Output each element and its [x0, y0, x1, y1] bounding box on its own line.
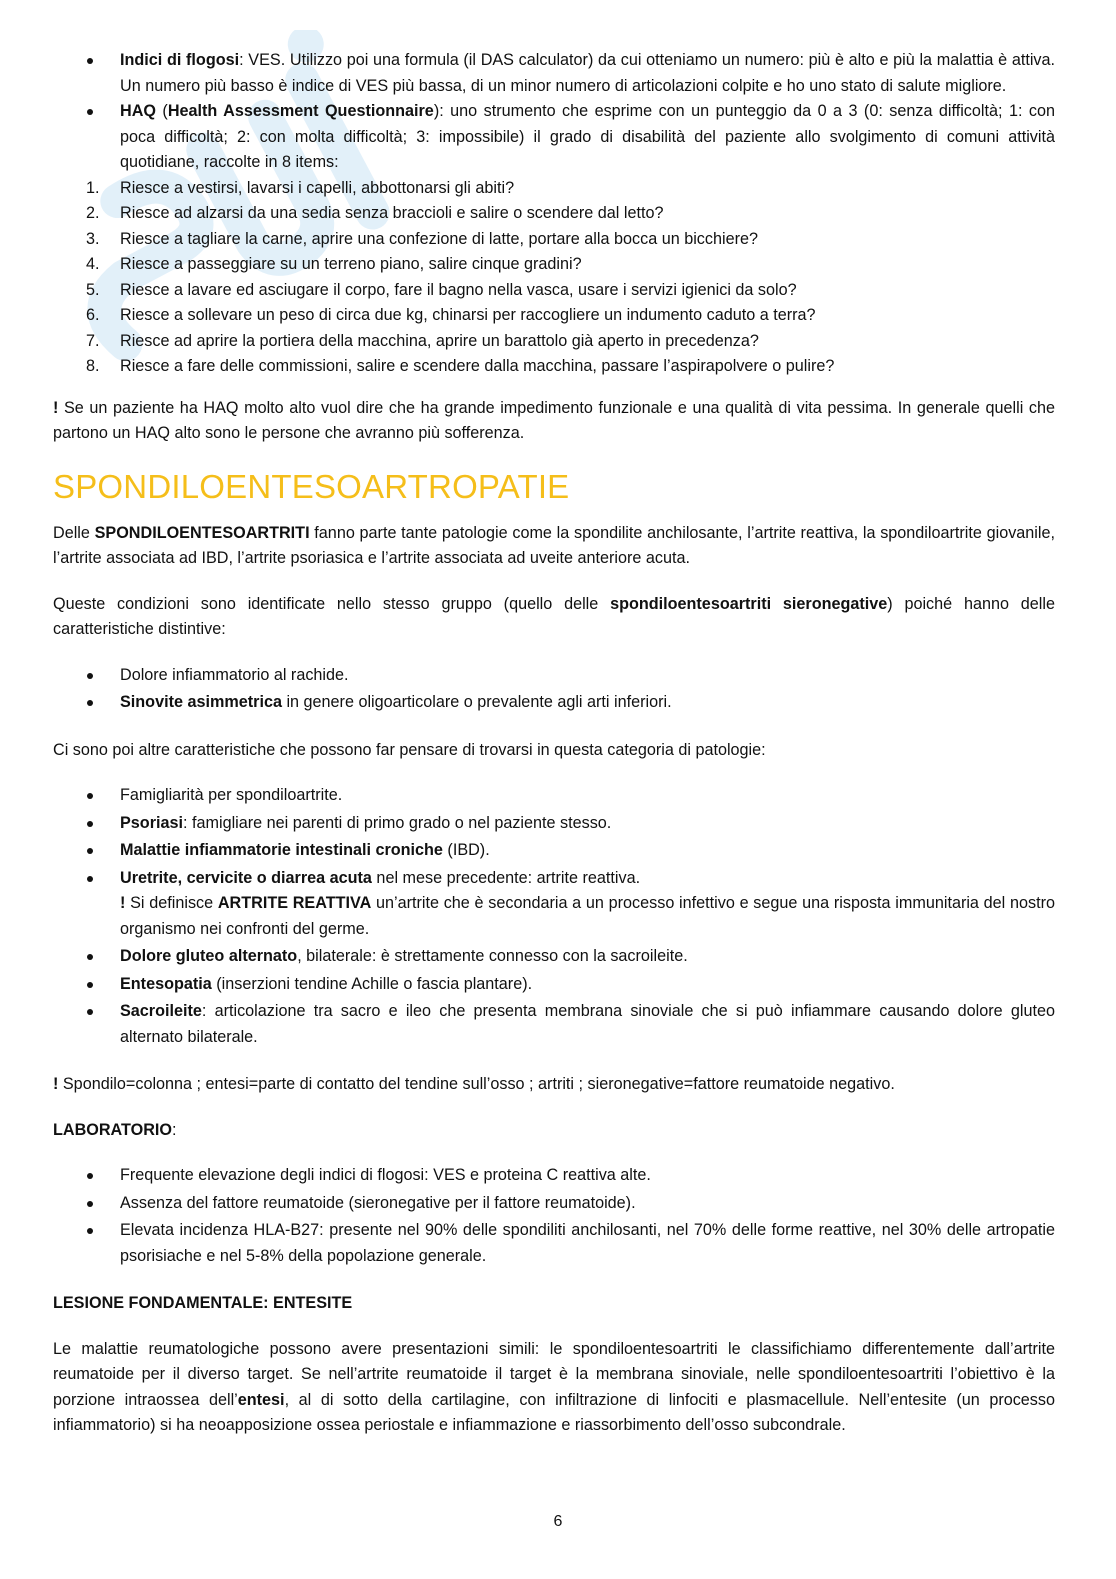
item-number: 3.: [86, 229, 100, 248]
item-text: Famigliarità per spondiloartrite.: [120, 786, 343, 804]
bullet-dot: [87, 109, 93, 115]
item-bold: Sacroileite: [120, 1002, 202, 1020]
bullet-dot: [87, 1009, 93, 1015]
bullet-dot: [87, 793, 93, 799]
lesion-heading-text: LESIONE FONDAMENTALE: ENTESITE: [53, 1294, 353, 1312]
lab-item: [53, 1218, 1055, 1269]
lab-colon: :: [172, 1120, 177, 1139]
item-text: Riesce ad alzarsi da una sedia senza braccioli e salire o scendere dal letto?: [120, 204, 664, 222]
item-text: Assenza del fattore reumatoide (sieronegative per il fattore reumatoide).: [120, 1193, 636, 1212]
paragraph-definition: [53, 521, 1055, 572]
para-text: fanno parte tante patologie come la spondilite anchilosante, l’artrite reattiva, la spondiloartrite giovanile, l’artrite associata ad IBD, l’artrite psoriasica e l’artrite associata ad uveite anteriore acuta.: [53, 523, 1055, 567]
list-item: [53, 663, 1055, 689]
item-text: Frequente elevazione degli indici di flogosi: VES e proteina C reattiva alte.: [120, 1166, 651, 1184]
paragraph-other: Ci sono poi altre caratteristiche che possono far pensare di trovarsi in questa categoria di patologie:: [53, 740, 766, 759]
intro-bullet-list: [53, 48, 1055, 176]
haq-note: [53, 396, 1055, 447]
para-text: Le malattie reumatologiche possono avere presentazioni simili: le spondiloentesoartriti le classifichiamo differentemente dall’artrite reumatoide per il diverso target. Se nell’artrite reumatoide il target è la membrana sinoviale, nelle spondiloentesoartriti l’obiettivo è la porzione intraossea dell’: [53, 1339, 1055, 1409]
glossary-note: [53, 1072, 1055, 1098]
note-text: Spondilo=colonna ; entesi=parte di contatto del tendine sull’osso ; artriti ; sieronegative=fattore reumatoide negativo.: [58, 1075, 895, 1093]
para-text: Queste condizioni sono identificate nello stesso gruppo (quello delle: [53, 594, 611, 613]
para-bold: spondiloentesoartriti sieronegative: [610, 594, 888, 613]
bullet-dot: [87, 821, 93, 827]
item-number: 5.: [86, 280, 100, 299]
features-list: [53, 663, 1055, 716]
item-bold: Psoriasi: [120, 813, 183, 832]
section-title: SPONDILOENTESOARTROPATIE: [53, 467, 570, 505]
item-text: in genere oligoarticolare o prevalente agli arti inferiori.: [281, 693, 672, 711]
note-bold: ARTRITE REATTIVA: [217, 894, 372, 912]
list-item: [53, 972, 1055, 998]
item-number: 6.: [86, 306, 100, 324]
item-text: Dolore infiammatorio al rachide.: [120, 665, 349, 684]
other-features-list: [53, 783, 1055, 1050]
bullet-flogosi: [53, 48, 1055, 99]
note-mark: !: [120, 894, 126, 912]
bullet-dot: [87, 700, 93, 706]
lab-item: [53, 1191, 1055, 1217]
list-item: [53, 811, 1055, 837]
item-text: Riesce ad aprire la portiera della macchina, aprire un barattolo già aperto in precedenza?: [120, 331, 759, 350]
reactive-arthritis-note: [120, 891, 1055, 942]
item-text: Riesce a tagliare la carne, aprire una confezione di latte, portare alla bocca un bicchiere?: [120, 229, 758, 248]
haq-item: [53, 354, 1055, 380]
para-text: Delle: [53, 523, 95, 542]
bullet-dot: [87, 1201, 93, 1207]
item-bold: Entesopatia: [120, 974, 212, 993]
haq-item: [53, 329, 1055, 355]
lab-item: [53, 1163, 1055, 1189]
haq-item: [53, 227, 1055, 253]
paragraph-group: [53, 592, 1055, 643]
item-bold: Sinovite asimmetrica: [120, 693, 282, 711]
item-text: (IBD).: [442, 841, 490, 859]
item-text: Riesce a fare delle commissioni, salire e scendere dalla macchina, passare l’aspirapolvere o pulire?: [120, 357, 835, 375]
item-text: (inserzioni tendine Achille o fascia plantare).: [211, 974, 533, 993]
bullet-haq: [53, 99, 1055, 176]
para-bold: SPONDILOENTESOARTRITI: [94, 523, 310, 542]
haq-item: [53, 252, 1055, 278]
note-text: un’artrite che è secondaria a un processo infettivo e segue una risposta immunitaria del nostro organismo nei confronti del germe.: [120, 894, 1055, 938]
lab-list: [53, 1163, 1055, 1269]
lab-heading-text: LABORATORIO: [53, 1120, 173, 1139]
bullet-dot: [87, 876, 93, 882]
item-bold: Dolore gluteo alternato: [120, 947, 298, 965]
haq-bold: HAQ: [120, 102, 156, 120]
item-number: 8.: [86, 357, 100, 375]
bullet-dot: [87, 1228, 93, 1234]
note-mark: !: [53, 398, 59, 417]
item-text: Riesce a passeggiare su un terreno piano, salire cinque gradini?: [120, 255, 582, 273]
haq-paren: (: [155, 102, 168, 120]
item-number: 2.: [86, 204, 100, 222]
list-item: [53, 838, 1055, 864]
haq-item: [53, 201, 1055, 227]
item-text: Riesce a lavare ed asciugare il corpo, fare il bagno nella vasca, usare i servizi igienici da solo?: [120, 280, 797, 299]
bullet-dot: [87, 673, 93, 679]
item-text: : famigliare nei parenti di primo grado o nel paziente stesso.: [183, 813, 612, 832]
item-text: : articolazione tra sacro e ileo che presenta membrana sinoviale che si può infiammare causando dolore gluteo alternato bilaterale.: [120, 1002, 1055, 1046]
haq-items-list: [53, 176, 1055, 380]
bullet-dot: [87, 982, 93, 988]
list-item: [53, 866, 1055, 943]
lab-heading: [53, 1118, 1055, 1144]
lesion-heading: [53, 1291, 1055, 1317]
item-text: nel mese precedente: artrite reattiva.: [371, 868, 641, 887]
note-mark: !: [53, 1075, 59, 1093]
item-text: Riesce a sollevare un peso di circa due kg, chinarsi per raccogliere un indumento caduto a terra?: [120, 306, 816, 324]
para-bold: entesi: [237, 1390, 285, 1409]
list-item: [53, 690, 1055, 716]
page-number: 6: [553, 1513, 563, 1530]
lesion-paragraph: [53, 1337, 1055, 1439]
list-item: [53, 944, 1055, 970]
bullet-dot: [87, 954, 93, 960]
list-item: [53, 783, 1055, 809]
list-item: [53, 999, 1055, 1050]
bullet-dot: [87, 1173, 93, 1179]
item-number: 4.: [86, 255, 100, 273]
haq-item: [53, 176, 1055, 202]
bullet-dot: [87, 848, 93, 854]
haq-item: [53, 278, 1055, 304]
term-bold: Indici di flogosi: [120, 51, 240, 69]
haq-item: [53, 303, 1055, 329]
item-number: 7.: [86, 331, 100, 350]
haq-text: ): uno strumento che esprime con un punteggio da 0 a 3 (0: senza difficoltà; 1: con poca difficoltà; 2: con molta difficoltà; 3: impossibile) il grado di disabilità del paziente allo svolgimento di comuni attività quotidiane, raccolte in 8 items:: [120, 102, 1055, 171]
note-text: Si definisce: [125, 894, 218, 912]
para-text: ) poiché hanno delle caratteristiche distintive:: [53, 594, 1055, 638]
item-bold: Uretrite, cervicite o diarrea acuta: [120, 868, 372, 887]
item-text: Riesce a vestirsi, lavarsi i capelli, abbottonarsi gli abiti?: [120, 178, 515, 197]
item-text: Elevata incidenza HLA-B27: presente nel 90% delle spondiliti anchilosanti, nel 70% delle forme reattive, nel 30% delle artropatie psorisiache e nel 5-8% della popolazione generale.: [120, 1221, 1055, 1265]
haq-full-name: Health Assessment Questionnaire: [167, 102, 434, 120]
item-text: , bilaterale: è strettamente connesso con la sacroileite.: [297, 947, 688, 965]
bullet-dot: [87, 58, 93, 64]
para-text: , al di sotto della cartilagine, con infiltrazione di linfociti e plasmacellule. Nell’entesite (un processo infiammatorio) si ha neoapposizione ossea periostale e infiammazione e riassorbimento dell’osso subcondrale.: [53, 1390, 1055, 1434]
term-text: : VES. Utilizzo poi una formula (il DAS calculator) da cui otteniamo un numero: più è alto e più la malattia è attiva. Un numero più basso è indice di VES più bassa, di un minor numero di articolazioni colpite e ho uno stato di salute migliore.: [120, 51, 1056, 95]
item-bold: Malattie infiammatorie intestinali croniche: [120, 841, 443, 859]
note-text: Se un paziente ha HAQ molto alto vuol dire che ha grande impedimento funzionale e una qualità di vita pessima. In generale quelli che partono un HAQ alto sono le persone che avranno più sofferenza.: [53, 398, 1055, 442]
document-page: [53, 48, 1055, 1439]
item-number: 1.: [86, 178, 100, 197]
